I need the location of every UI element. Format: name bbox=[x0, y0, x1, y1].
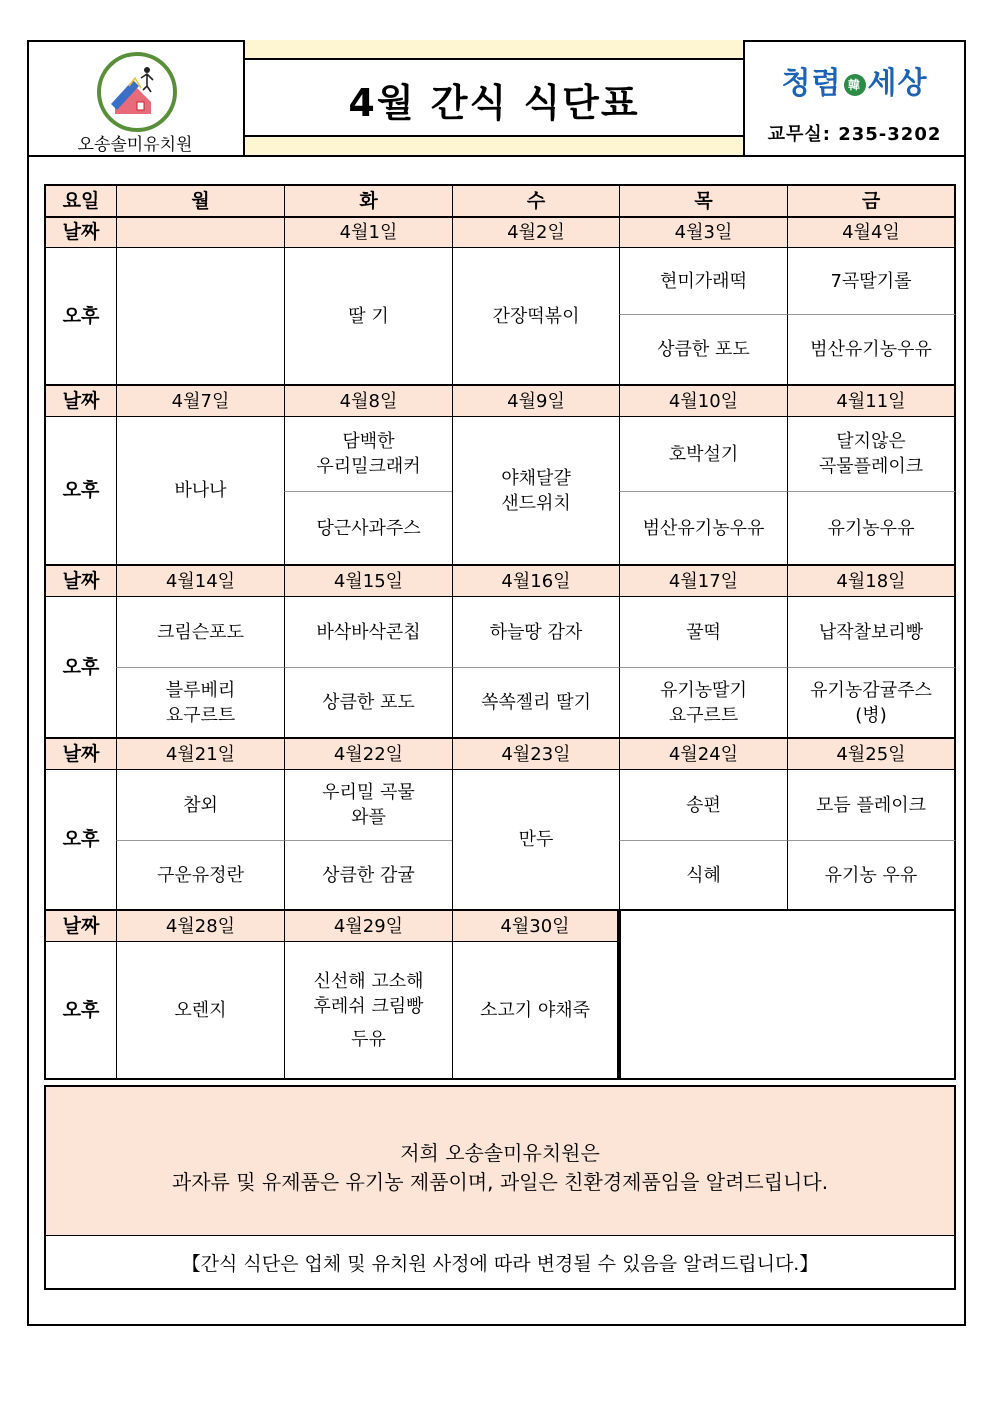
date-cell: 4월28일 bbox=[116, 909, 284, 941]
snack-item: 참외 bbox=[116, 769, 284, 840]
snack-item: 당근사과주스 bbox=[284, 491, 452, 564]
snack-item: 구운유정란 bbox=[116, 840, 284, 909]
snack-item: 딸 기 bbox=[284, 247, 452, 384]
snack-item: 상큼한 감귤 bbox=[284, 840, 452, 909]
empty-block bbox=[619, 909, 956, 1080]
snack-item: 유기농우유 bbox=[787, 491, 956, 564]
date-cell: 4월4일 bbox=[787, 216, 956, 247]
weekday-header-label: 요일 bbox=[44, 184, 116, 216]
snack-item: 유기농딸기 요구르트 bbox=[619, 667, 787, 737]
school-name: 오송솔미유치원 bbox=[77, 135, 193, 155]
brand-mid: 韓 bbox=[844, 74, 866, 96]
snack-item: 호박설기 bbox=[619, 416, 787, 491]
date-cell: 4월22일 bbox=[284, 737, 452, 769]
snack-item: 바삭바삭콘칩 bbox=[284, 596, 452, 667]
snack-item: 유기농감귤주스 (병) bbox=[787, 667, 956, 737]
snack-item: 범산유기농우유 bbox=[787, 314, 956, 384]
snack-item: 7곡딸기롤 bbox=[787, 247, 956, 314]
date-cell: 4월14일 bbox=[116, 564, 284, 596]
snack-item: 달지않은 곡물플레이크 bbox=[787, 416, 956, 491]
snack-item: 꿀떡 bbox=[619, 596, 787, 667]
date-cell: 4월11일 bbox=[787, 384, 956, 416]
weekday-header: 화 bbox=[284, 184, 452, 216]
snack-item: 오렌지 bbox=[116, 941, 284, 1080]
date-cell: 4월29일 bbox=[284, 909, 452, 941]
date-cell: 4월16일 bbox=[452, 564, 619, 596]
snack-item: 우리밀 곡물 와플 bbox=[284, 769, 452, 840]
snack-item: 모듬 플레이크 bbox=[787, 769, 956, 840]
date-row-label: 날짜 bbox=[44, 737, 116, 769]
logo-box bbox=[27, 40, 245, 155]
snack-item: 쏙쏙젤리 딸기 bbox=[452, 667, 619, 737]
house-icon bbox=[101, 56, 173, 128]
date-cell: 4월10일 bbox=[619, 384, 787, 416]
snack-item: 하늘땅 감자 bbox=[452, 596, 619, 667]
weekday-header: 금 bbox=[787, 184, 956, 216]
brand-left: 청렴 bbox=[781, 66, 842, 101]
notice-line-1: 저희 오송솔미유치원은 bbox=[400, 1141, 600, 1165]
weekday-header: 수 bbox=[452, 184, 619, 216]
snack-item: 블루베리 요구르트 bbox=[116, 667, 284, 737]
snack-item: 신선해 고소해 후레쉬 크림빵 bbox=[313, 970, 424, 1017]
title-box bbox=[245, 40, 745, 155]
contact-box bbox=[743, 40, 964, 155]
header bbox=[27, 40, 966, 157]
snack-item: 범산유기농우유 bbox=[619, 491, 787, 564]
title-band-bottom bbox=[245, 135, 743, 155]
snack-item: 식혜 bbox=[619, 840, 787, 909]
date-cell: 4월23일 bbox=[452, 737, 619, 769]
date-cell: 4월25일 bbox=[787, 737, 956, 769]
title-band-top bbox=[245, 40, 743, 60]
date-cell: 4월24일 bbox=[619, 737, 787, 769]
date-cell: 4월9일 bbox=[452, 384, 619, 416]
period-label: 오후 bbox=[44, 596, 116, 737]
snack-cell bbox=[284, 941, 452, 1080]
weekday-header: 목 bbox=[619, 184, 787, 216]
date-cell: 4월2일 bbox=[452, 216, 619, 247]
period-label: 오후 bbox=[44, 769, 116, 909]
snack-item: 바나나 bbox=[116, 416, 284, 564]
school-logo bbox=[97, 52, 177, 132]
period-label: 오후 bbox=[44, 416, 116, 564]
notice-highlight bbox=[46, 1087, 954, 1236]
snack-item: 크림슨포도 bbox=[116, 596, 284, 667]
snack-item: 소고기 야채죽 bbox=[452, 941, 619, 1080]
snack-item: 유기농 우유 bbox=[787, 840, 956, 909]
notice-line-2: 과자류 및 유제품은 유기농 제품이며, 과일은 친환경제품임을 알려드립니다. bbox=[171, 1170, 829, 1194]
snack-item: 만두 bbox=[452, 769, 619, 909]
date-cell bbox=[116, 216, 284, 247]
date-cell: 4월18일 bbox=[787, 564, 956, 596]
date-cell: 4월7일 bbox=[116, 384, 284, 416]
snack-item: 두유 bbox=[351, 1028, 386, 1050]
snack-item: 납작찰보리빵 bbox=[787, 596, 956, 667]
period-label: 오후 bbox=[44, 941, 116, 1080]
page-title: 4월 간식 식단표 bbox=[348, 81, 640, 125]
date-row-label: 날짜 bbox=[44, 384, 116, 416]
snack-item: 현미가래떡 bbox=[619, 247, 787, 314]
date-row-label: 날짜 bbox=[44, 909, 116, 941]
snack-item: 송편 bbox=[619, 769, 787, 840]
snack-item: 상큼한 포도 bbox=[619, 314, 787, 384]
date-cell: 4월8일 bbox=[284, 384, 452, 416]
date-cell: 4월3일 bbox=[619, 216, 787, 247]
snack-item bbox=[116, 247, 284, 384]
date-cell: 4월30일 bbox=[452, 909, 619, 941]
date-cell: 4월21일 bbox=[116, 737, 284, 769]
period-label: 오후 bbox=[44, 247, 116, 384]
snack-item: 야채달걀 샌드위치 bbox=[452, 416, 619, 564]
date-cell: 4월15일 bbox=[284, 564, 452, 596]
date-cell: 4월17일 bbox=[619, 564, 787, 596]
office-phone: 교무실: 235-3202 bbox=[767, 124, 942, 145]
date-row-label: 날짜 bbox=[44, 564, 116, 596]
weekday-header: 월 bbox=[116, 184, 284, 216]
snack-item: 상큼한 포도 bbox=[284, 667, 452, 737]
notice-box bbox=[44, 1085, 956, 1290]
date-cell: 4월1일 bbox=[284, 216, 452, 247]
notice-footer: 【간식 식단은 업체 및 유치원 사정에 따라 변경될 수 있음을 알려드립니다.】 bbox=[181, 1253, 819, 1275]
snack-item: 간장떡볶이 bbox=[452, 247, 619, 384]
brand-right: 세상 bbox=[867, 66, 928, 101]
snack-item: 담백한 우리밀크래커 bbox=[284, 416, 452, 491]
brand-slogan bbox=[745, 58, 964, 102]
date-row-label: 날짜 bbox=[44, 216, 116, 247]
